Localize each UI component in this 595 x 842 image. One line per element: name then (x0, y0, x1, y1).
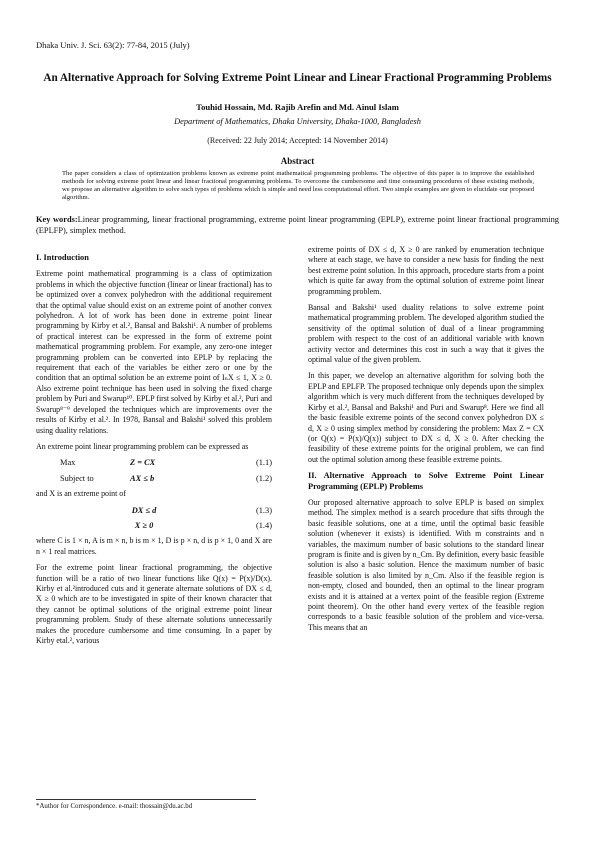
footnote-divider (36, 799, 256, 800)
equation-1-2 (36, 474, 272, 484)
equation-label: Subject to (60, 473, 94, 483)
section-heading-alternative-approach: II. Alternative Approach to Solve Extreme Point Linear Programming (EPLP) Problems (308, 471, 544, 491)
left-column (36, 253, 272, 652)
paragraph: In this paper, we develop an alternative algorithm for solving both the EPLP and EPLFP. The proposed technique only depends upon the simplex algorithm which is very much different from the techniques developed by Kirby et al.², Bansal and Bakshi¹ and Puri and Swarup⁸. Here we find all the basic feasible extreme points of the second convex polyhedron DX ≤ d, X ≥ 0 using simplex method by considering the problem: Max Z = CX (or Q(x) = P(x)/Q(x)) subject to DX ≤ d, X ≥ 0. After checking the feasibility of these extreme points for the original problem, we can find out the optimal solution among these feasible extreme points. (308, 371, 544, 464)
keywords-text: Linear programming, linear fractional programming, extreme point linear programming (EPLP), extreme point linear fractional programming (EPLFP), simplex method. (36, 215, 559, 235)
equation-number: (1.4) (255, 520, 272, 530)
section-heading-introduction: I. Introduction (36, 253, 89, 262)
right-column (308, 245, 544, 639)
paragraph: Bansal and Bakshi¹ used duality relations to solve extreme point mathematical programming problem. The developed algorithm studied the sensitivity of the optimal solution of dual of a linear programming problem with respect to the cost of an additional variable with known activity vector and determines this cost in such a way that it gives the optimal value of the given problem. (308, 303, 544, 365)
equation-number: (1.2) (255, 473, 272, 483)
received-dates: (Received: 22 July 2014; Accepted: 14 November 2014) (207, 136, 388, 145)
footnote: *Author for Correspondence. e-mail: thossain@du.ac.bd (36, 803, 193, 810)
paragraph: Extreme point mathematical programming is a class of optimization problems in which the objective function (linear or linear fractional) has to be optimized over a convex polyhedron with the additional requirement that the optimal value should exist on an extreme point of another convex polyhedron. A lot of work has been done in extreme point linear programming by Kirby et al.², Bansal and Bakshi¹. A number of problems of practical interest can be expressed in the form of extreme point mathematical programming problem. For example, any zero-one integer programming problem can be converted into EPLP by replacing the requirement that each of the variables be either zero or one by the condition that an optimal solution be an extreme point of IₙX ≤ 1, X ≥ 0. Also extreme point technique has been used in solving the fixed charge problem by Puri and Swarup¹⁰. EPLP first solved by Kirby et al.², Puri and Swarup⁸⁻⁹ developed the techniques which are improvements over the results of Kirby et al.². In 1978, Bansal and Bakshi¹ solved this problem using duality relations. (36, 269, 272, 435)
equation-number: (1.3) (255, 505, 272, 515)
equation-body: Z = CX (130, 458, 156, 468)
paragraph: Our proposed alternative approach to solve EPLP is based on simplex method. The simplex method is a search procedure that sifts through the basic feasible solutions, one at a time, until the optimal basic feasible solution (whenever it exists) is identified. With m constraints and n variables, the maximum number of basic solutions to the standard linear program is finite and is given by n_Cm. By definition, every basic feasible solution is also a basic solution. Hence the maximum number of basic feasible solution is also limited by n_Cm. Also if the feasible region is non-empty, closed and bounded, then an optimal to the linear program exists and it is attained at a vertex point of the feasible region (Extreme point theorem). On the other hand every vertex of the feasible region corresponds to a basic feasible solution of the problem and vice-versa. This means that an (308, 497, 544, 632)
paragraph: where C is 1 × n, A is m × n, b is m × 1, D is p × n, d is p × 1, 0 and X are n × 1 real matrices. (36, 536, 272, 556)
equation-label: Max (60, 458, 76, 468)
journal-header: Dhaka Univ. J. Sci. 63(2): 77-84, 2015 (July) (36, 40, 190, 50)
equation-number: (1.1) (255, 458, 272, 468)
equation-body: X ≥ 0 (134, 520, 154, 530)
keywords-label: Key words: (36, 215, 78, 224)
equation-1-3 (36, 506, 272, 516)
equation-1-4 (36, 521, 272, 531)
equation-1-1 (36, 458, 272, 468)
paragraph: extreme points of DX ≤ d, X ≥ 0 are ranked by enumeration technique where at each stage, we have to consider a new basis for finding the next best extreme point solution. In this approach, procedure starts from a point which is quite far away from the optimal solution of extreme point linear programming problem. (308, 245, 544, 296)
affiliation: Department of Mathematics, Dhaka University, Dhaka-1000, Bangladesh (174, 117, 421, 126)
equation-body: DX ≤ d (131, 505, 157, 515)
keywords (36, 214, 559, 236)
paragraph: An extreme point linear programming problem can be expressed as (36, 441, 249, 451)
abstract-heading: Abstract (280, 156, 315, 166)
paper-title: An Alternative Approach for Solving Extreme Point Linear and Linear Fractional Programming Problems (43, 72, 552, 84)
paragraph: For the extreme point linear fractional programming, the objective function will be a ratio of two linear functions like Q(x) = P(x)/D(x). Kirby et al.²introduced cuts and it generate alternate solutions of DX ≤ d, X ≥ 0 which are to be investigated in spite of their known character that they cannot be optimal solutions of the original extreme point linear programming problem. Study of these alternate solutions unnecessarily makes the procedure cumbersome and time consuming. In a paper by Kirby etal.², various (36, 563, 272, 645)
paragraph: and X is an extreme point of (36, 489, 126, 499)
equation-body: AX ≤ b (130, 473, 155, 483)
authors: Touhid Hossain, Md. Rajib Arefin and Md. Ainul Islam (196, 102, 399, 112)
abstract-text: The paper considers a class of optimization problems known as extreme point mathematical programming problems. The objective of this paper is to improve the established methods for solving extreme point linear and linear fractional programming problems. To overcome the cumbersome and time consuming procedures of these existing methods, we propose an alternative algorithm to solve such types of problems which is simple and need less computational effort. Two simple examples are given to elucidate our proposed algorithm. (62, 170, 534, 201)
